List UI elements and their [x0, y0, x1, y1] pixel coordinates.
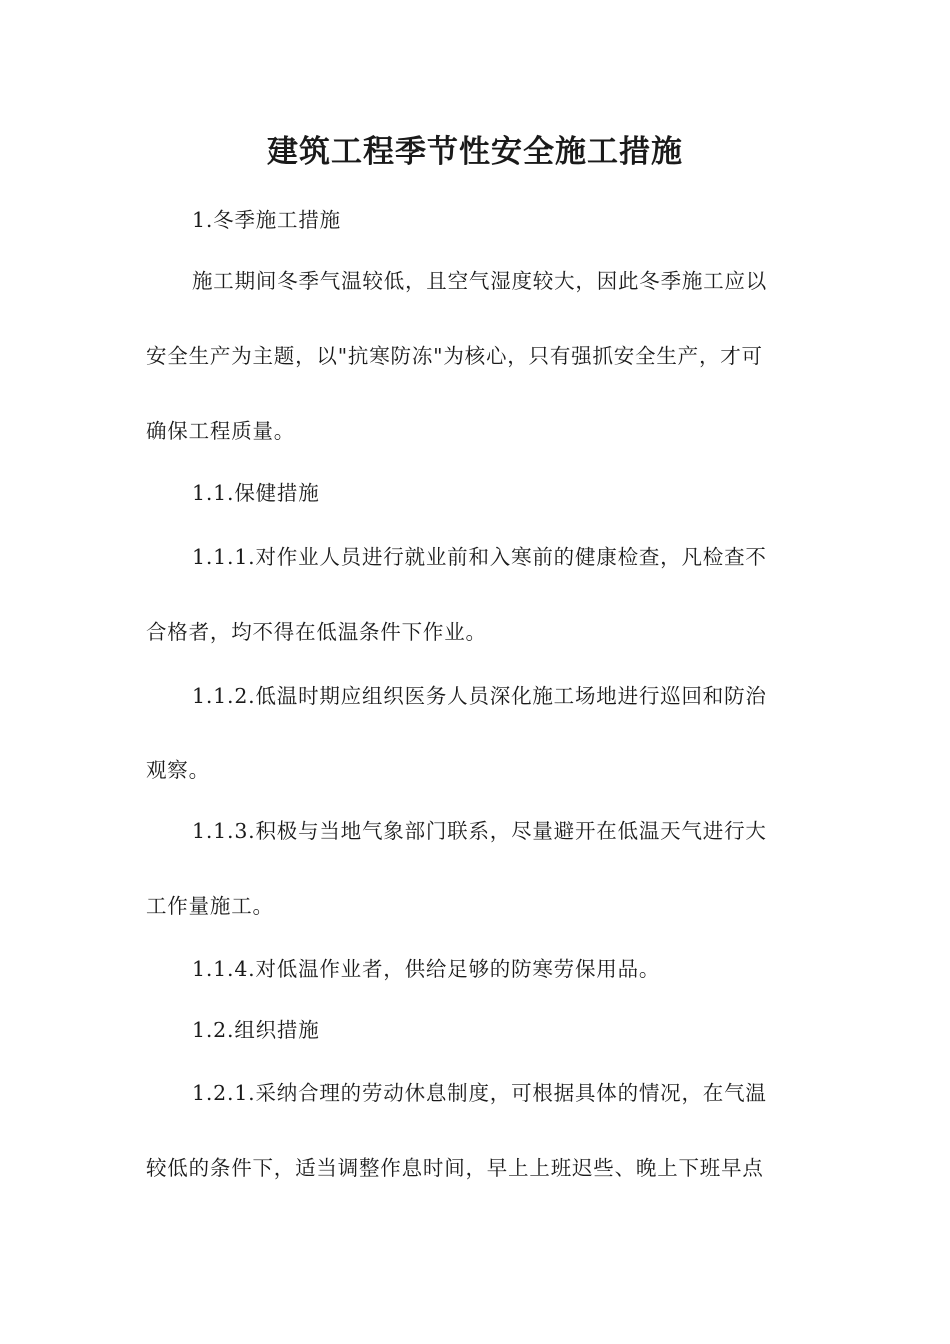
paragraph-line: 工作量施工。	[146, 894, 274, 918]
paragraph-line: 1.2.1.采纳合理的劳动休息制度，可根据具体的情况，在气温	[192, 1081, 767, 1105]
section-heading-1-2: 1.2.组织措施	[192, 1018, 320, 1042]
paragraph-line: 1.1.2.低温时期应组织医务人员深化施工场地进行巡回和防治	[192, 684, 767, 708]
document-title: 建筑工程季节性安全施工措施	[267, 134, 683, 170]
section-heading-1-1: 1.1.保健措施	[192, 481, 320, 505]
paragraph-line: 施工期间冬季气温较低，且空气湿度较大，因此冬季施工应以	[192, 269, 768, 293]
paragraph-line: 观察。	[146, 758, 210, 782]
section-heading-1: 1.冬季施工措施	[192, 208, 341, 232]
paragraph-line: 确保工程质量。	[146, 419, 296, 443]
paragraph-line: 1.1.1.对作业人员进行就业前和入寒前的健康检查，凡检查不	[192, 545, 767, 569]
paragraph-line: 较低的条件下，适当调整作息时间，早上上班迟些、晚上下班早点	[146, 1156, 764, 1180]
paragraph-line: 1.1.4.对低温作业者，供给足够的防寒劳保用品。	[192, 957, 661, 981]
paragraph-line: 安全生产为主题，以"抗寒防冻"为核心，只有强抓安全生产，才可	[146, 344, 763, 368]
paragraph-line: 1.1.3.积极与当地气象部门联系，尽量避开在低温天气进行大	[192, 819, 767, 843]
paragraph-line: 合格者，均不得在低温条件下作业。	[146, 620, 487, 644]
